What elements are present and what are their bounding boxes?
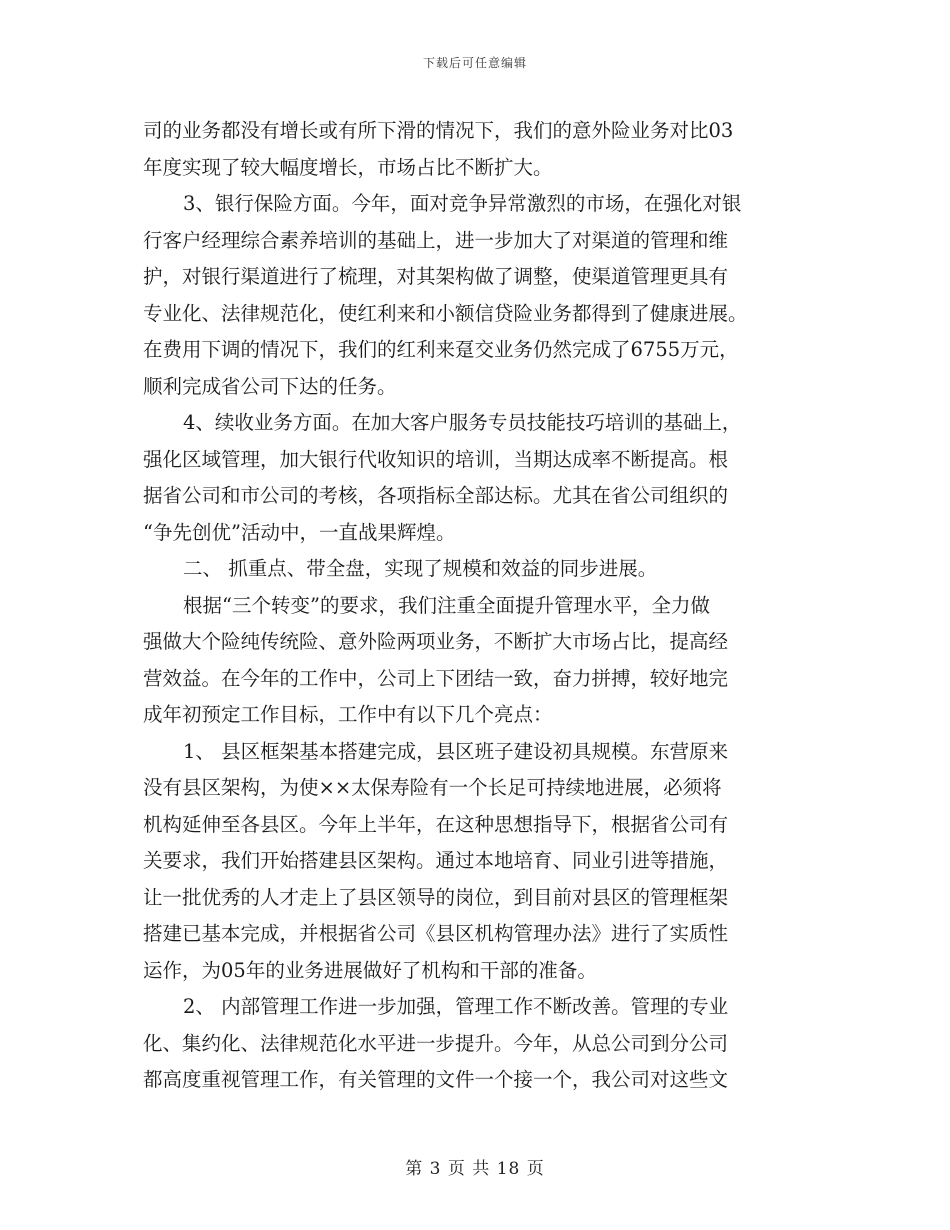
text-line: 年度实现了较大幅度增长，市场占比不断扩大。 [143, 155, 553, 179]
text-line: 让一批优秀的人才走上了县区领导的岗位，到目前对县区的管理框架 [143, 885, 729, 909]
document-body [143, 113, 808, 1099]
text-line: 机构延伸至各县区。今年上半年，在这种思想指导下，根据省公司有 [143, 812, 729, 836]
text-line: 4、续收业务方面。在加大客户服务专员技能技巧培训的基础上， [183, 411, 742, 434]
text-line: “争先创优”活动中，一直战果辉煌。 [143, 520, 456, 544]
text-line: 强化区域管理，加大银行代收知识的培训，当期达成率不断提高。根 [143, 447, 729, 471]
text-line: 没有县区架构，为使××太保寿险有一个长足可持续地进展，必须将 [143, 776, 722, 799]
text-line: 都高度重视管理工作，有关管理的文件一个接一个，我公司对这些文 [143, 1068, 729, 1091]
text-line: 专业化、法律规范化，使红利来和小额信贷险业务都得到了健康进展。 [143, 301, 748, 325]
text-line: 顺利完成省公司下达的任务。 [143, 374, 397, 398]
text-line: 在费用下调的情况下，我们的红利来趸交业务仍然完成了6755万元， [143, 338, 739, 361]
text-line: 2、 内部管理工作进一步加强，管理工作不断改善。管理的专业 [183, 995, 729, 1018]
text-line: 行客户经理综合素养培训的基础上，进一步加大了对渠道的管理和维 [143, 228, 729, 252]
text-line: 强做大个险纯传统险、意外险两项业务，不断扩大市场占比，提高经 [143, 630, 729, 653]
text-line: 营效益。在今年的工作中，公司上下团结一致，奋力拼搏，较好地完 [143, 666, 729, 690]
text-line: 运作，为05年的业务进展做好了机构和干部的准备。 [143, 958, 597, 982]
page-footer: 第 3 页 共 18 页 [405, 1159, 545, 1179]
text-line: 司的业务都没有增长或有所下滑的情况下，我们的意外险业务对比03 [143, 119, 734, 142]
text-line: 据省公司和市公司的考核，各项指标全部达标。尤其在省公司组织的 [143, 484, 729, 507]
page-header: 下载后可任意编辑 [422, 56, 527, 70]
text-line: 化、集约化、法律规范化水平进一步提升。今年，从总公司到分公司 [143, 1031, 729, 1055]
text-line: 1、 县区框架基本搭建完成，县区班子建设初具规模。东营原来 [183, 739, 729, 763]
section-heading: 二、 抓重点、带全盘，实现了规模和效益的同步进展。 [183, 557, 658, 580]
text-line: 3、银行保险方面。今年，面对竞争异常激烈的市场，在强化对银 [183, 192, 742, 215]
text-line: 关要求，我们开始搭建县区架构。通过本地培育、同业引进等措施， [143, 849, 729, 872]
text-line: 搭建已基本完成，并根据省公司《县区机构管理办法》进行了实质性 [143, 922, 729, 945]
text-line: 成年初预定工作目标，工作中有以下几个亮点： [143, 703, 553, 726]
text-line: 根据“三个转变”的要求，我们注重全面提升管理水平，全力做 [183, 593, 710, 617]
text-line: 护，对银行渠道进行了梳理，对其架构做了调整，使渠道管理更具有 [143, 265, 729, 288]
